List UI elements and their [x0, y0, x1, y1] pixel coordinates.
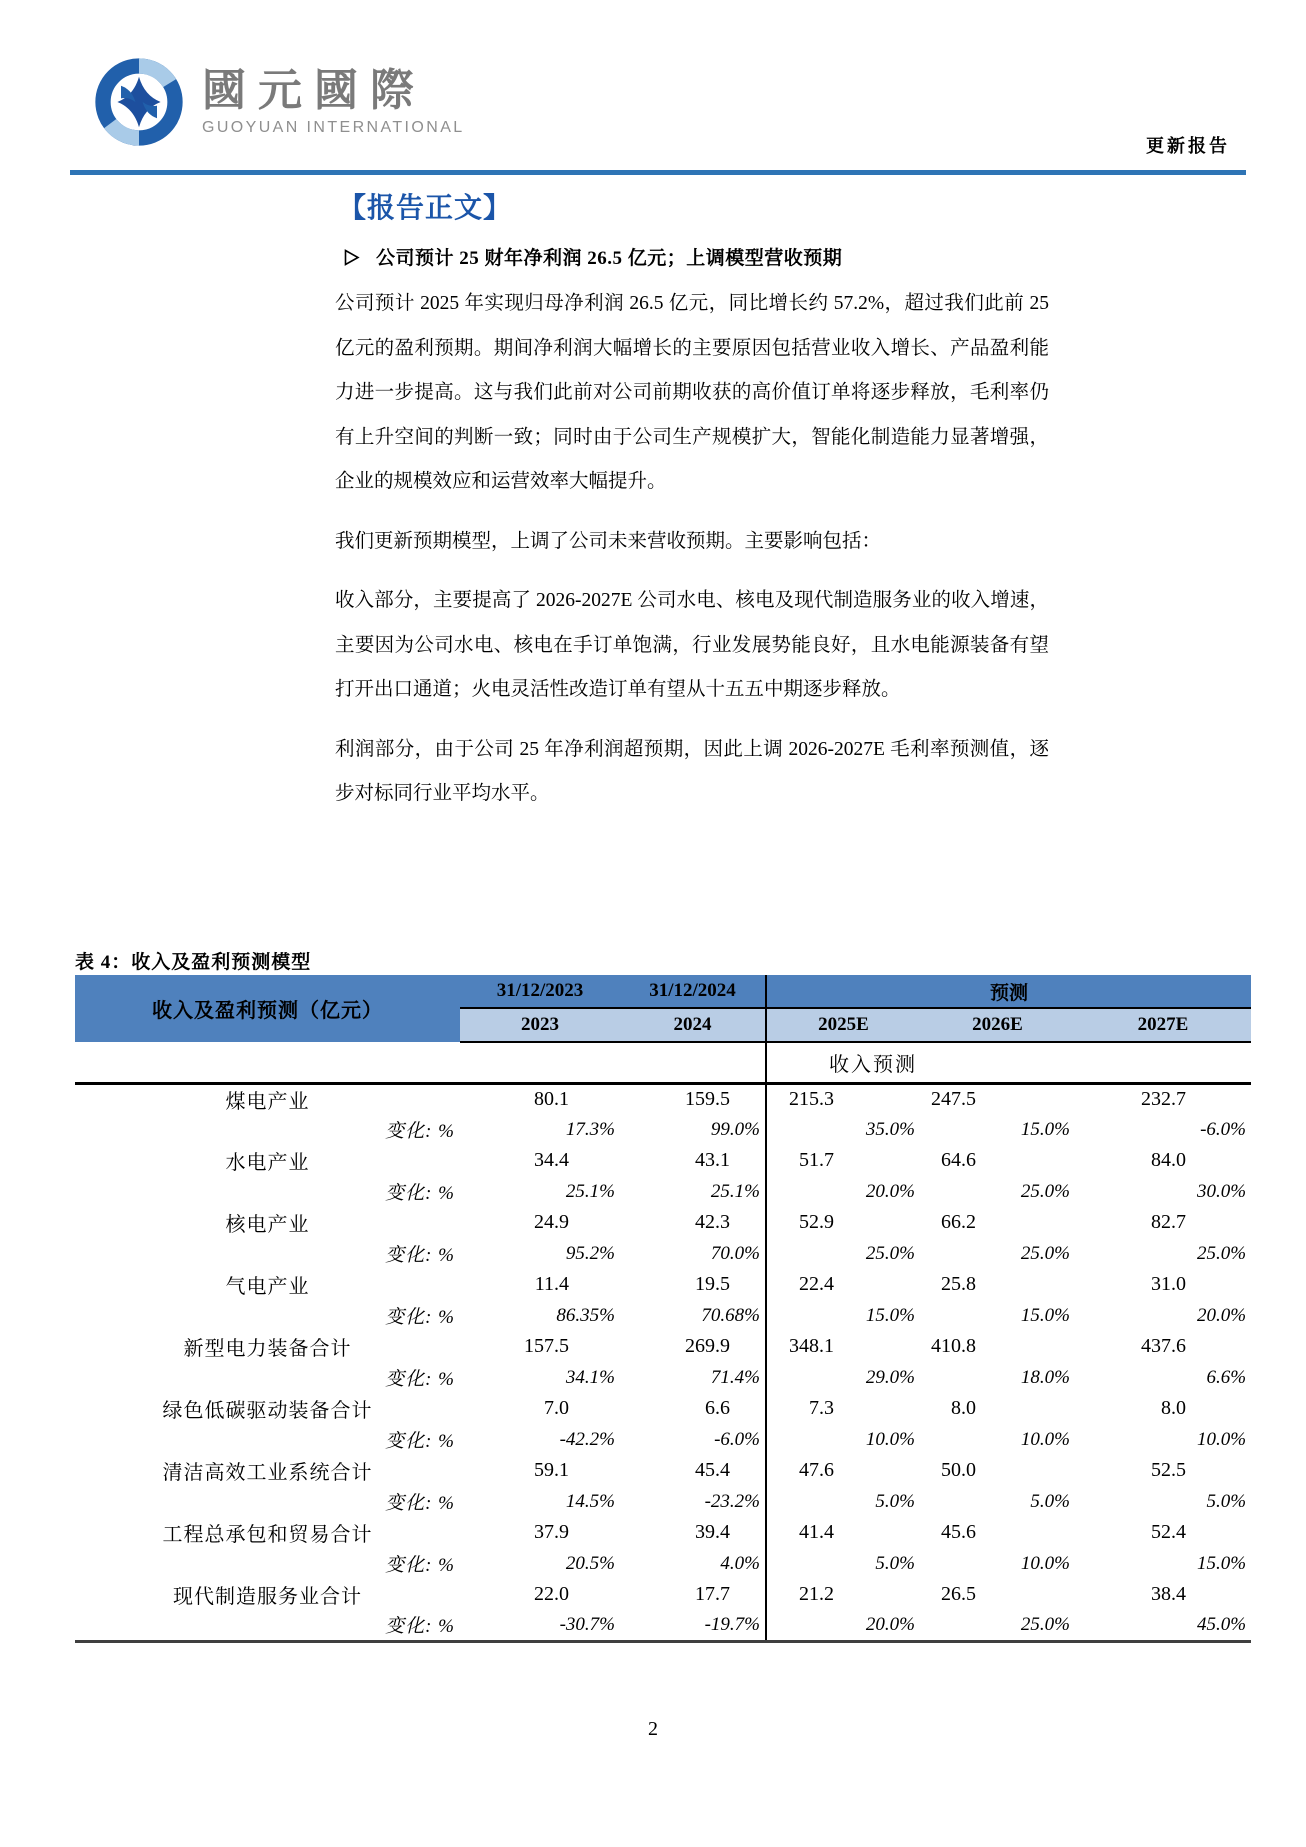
cell-value: 11.4	[534, 1273, 569, 1295]
cell-value: 15.0%	[1020, 1304, 1070, 1326]
section-title: 【报告正文】	[338, 193, 513, 224]
cell-value: 25.1%	[710, 1180, 760, 1202]
logo-english-name: GUOYUAN INTERNATIONAL	[202, 119, 465, 137]
cell-value: 215.3	[766, 1083, 920, 1114]
paragraph: 利润部分，由于公司 25 年净利润超预期，因此上调 2026-2027E 毛利率预测值，逐步对标同行业平均水平。	[335, 738, 1049, 804]
column-header: 2027E	[1075, 1008, 1251, 1042]
cell-value: 45.0%	[1196, 1613, 1247, 1635]
cell-value: 410.8	[931, 1335, 976, 1357]
cell-value: 6.6	[705, 1397, 730, 1419]
cell-value: 348.1	[766, 1331, 920, 1362]
cell-value: 35.0%	[766, 1114, 920, 1145]
table-row	[75, 1176, 1251, 1207]
row-label: 现代制造服务业合计	[173, 1586, 362, 1608]
cell-value: 52.5	[1151, 1459, 1187, 1481]
cell-value: 22.4	[766, 1269, 920, 1300]
row-label: 变化: %	[385, 1121, 455, 1142]
column-header: 2025E	[766, 1008, 920, 1042]
cell-value: 34.4	[534, 1149, 569, 1171]
cell-value: 17.3%	[565, 1118, 615, 1140]
cell-value: 7.3	[766, 1393, 920, 1424]
row-label: 煤电产业	[225, 1090, 310, 1113]
forecast-table	[75, 975, 1251, 1643]
table-corner-label: 收入及盈利预测（亿元）	[75, 975, 460, 1042]
cell-value: 25.1%	[565, 1180, 615, 1202]
cell-value: 8.0	[1161, 1397, 1187, 1419]
table-row	[75, 1331, 1251, 1362]
bullet-heading-text: 公司预计 25 财年净利润 26.5 亿元；上调模型营收预期	[376, 248, 843, 269]
paragraph: 收入部分，主要提高了 2026-2027E 公司水电、核电及现代制造服务业的收入增速，主要因为公司水电、核电在手订单饱满，行业发展势能良好，且水电能源装备有望打开出口通道；火电灵活性改造订单有望从十五五中期逐步释放。	[335, 590, 1049, 700]
row-label: 变化: %	[385, 1307, 455, 1328]
table-row	[75, 1145, 1251, 1176]
table-title: 表 4：收入及盈利预测模型	[75, 952, 312, 973]
table-row	[75, 1486, 1251, 1517]
row-label: 气电产业	[225, 1276, 310, 1298]
row-label: 工程总承包和贸易合计	[162, 1524, 373, 1546]
page-number: 2	[648, 1718, 658, 1740]
table-row	[75, 1114, 1251, 1145]
cell-value: 20.0%	[766, 1176, 920, 1207]
table-row	[75, 1269, 1251, 1300]
table-row	[75, 1238, 1251, 1269]
row-label: 清洁高效工业系统合计	[162, 1462, 373, 1484]
cell-value: 7.0	[544, 1397, 569, 1419]
cell-value: 84.0	[1151, 1149, 1187, 1171]
arrow-bullet-icon	[344, 249, 360, 266]
table-row	[75, 1517, 1251, 1548]
paragraph: 我们更新预期模型，上调了公司未来营收预期。主要影响包括：	[335, 530, 882, 552]
cell-value: 31.0	[1151, 1273, 1187, 1295]
cell-value: 10.0%	[1020, 1428, 1070, 1450]
cell-value: 25.0%	[1020, 1613, 1070, 1635]
cell-value: 19.5	[695, 1273, 730, 1295]
table-row	[75, 1424, 1251, 1455]
cell-value: 37.9	[534, 1521, 569, 1543]
cell-value: 24.9	[534, 1211, 569, 1233]
cell-value: 86.35%	[556, 1304, 615, 1326]
cell-value: -23.2%	[704, 1490, 760, 1512]
cell-value: 71.4%	[710, 1366, 760, 1388]
cell-value: 43.1	[695, 1149, 730, 1171]
cell-value: 5.0%	[766, 1548, 920, 1579]
cell-value: 25.8	[941, 1273, 976, 1295]
cell-value: 59.1	[534, 1459, 569, 1481]
cell-value: 157.5	[524, 1335, 569, 1357]
table-row	[75, 1362, 1251, 1393]
cell-value: 51.7	[766, 1145, 920, 1176]
cell-value: 10.0%	[766, 1424, 920, 1455]
cell-value: 52.4	[1151, 1521, 1187, 1543]
row-label: 绿色低碳驱动装备合计	[162, 1400, 373, 1422]
column-header: 31/12/2023	[460, 975, 620, 1008]
cell-value: 82.7	[1151, 1211, 1187, 1233]
header-divider	[70, 170, 1246, 175]
report-paragraphs	[335, 282, 1049, 832]
cell-value: 95.2%	[565, 1242, 615, 1264]
column-header: 2024	[620, 1008, 766, 1042]
cell-value: 10.0%	[1196, 1428, 1247, 1450]
column-header: 31/12/2024	[620, 975, 766, 1008]
table-header-row-1	[75, 975, 1251, 1008]
cell-value: 25.0%	[1020, 1242, 1070, 1264]
column-header: 2023	[460, 1008, 620, 1042]
cell-value: -30.7%	[559, 1613, 615, 1635]
cell-value: 26.5	[941, 1583, 976, 1605]
table-row	[75, 1610, 1251, 1641]
cell-value: -6.0%	[714, 1428, 760, 1450]
section-label: 收入预测	[766, 1042, 1251, 1083]
cell-value: 70.0%	[710, 1242, 760, 1264]
row-label: 变化: %	[385, 1493, 455, 1514]
cell-value: 66.2	[941, 1211, 976, 1233]
cell-value: 80.1	[534, 1087, 569, 1110]
cell-value: 6.6%	[1206, 1366, 1247, 1388]
logo-text	[202, 67, 465, 137]
cell-value: 18.0%	[1020, 1366, 1070, 1388]
cell-value: -6.0%	[1200, 1118, 1247, 1140]
row-label: 新型电力装备合计	[183, 1338, 352, 1360]
cell-value: 25.0%	[766, 1238, 920, 1269]
logo-icon	[94, 56, 184, 148]
row-label: 变化: %	[385, 1555, 455, 1576]
cell-value: 247.5	[931, 1087, 976, 1110]
cell-value: 70.68%	[701, 1304, 760, 1326]
cell-value: 50.0	[941, 1459, 976, 1481]
cell-value: 25.0%	[1020, 1180, 1070, 1202]
row-label: 核电产业	[225, 1214, 310, 1236]
row-label: 水电产业	[225, 1152, 310, 1174]
cell-value: 14.5%	[565, 1490, 615, 1512]
row-label: 变化: %	[385, 1369, 455, 1390]
cell-value: 5.0%	[1206, 1490, 1247, 1512]
cell-value: 30.0%	[1196, 1180, 1247, 1202]
cell-value: 8.0	[951, 1397, 976, 1419]
cell-value: 52.9	[766, 1207, 920, 1238]
cell-value: 22.0	[534, 1583, 569, 1605]
table-row	[75, 1455, 1251, 1486]
cell-value: 15.0%	[766, 1300, 920, 1331]
cell-value: 20.0%	[766, 1610, 920, 1641]
bullet-heading	[344, 243, 842, 270]
cell-value: 4.0%	[720, 1552, 760, 1574]
row-label: 变化: %	[385, 1616, 455, 1638]
cell-value: 232.7	[1141, 1087, 1187, 1110]
cell-value: 34.1%	[565, 1366, 615, 1388]
cell-value: -19.7%	[704, 1613, 760, 1635]
cell-value: 45.4	[695, 1459, 730, 1481]
section-spacer	[75, 1042, 766, 1083]
table-row	[75, 1207, 1251, 1238]
cell-value: 159.5	[685, 1087, 730, 1110]
cell-value: 64.6	[941, 1149, 976, 1171]
paragraph: 公司预计 2025 年实现归母净利润 26.5 亿元，同比增长约 57.2%，超过我们此前 25 亿元的盈利预期。期间净利润大幅增长的主要原因包括营业收入增长、产品盈利能力进一步提高。这与我们此前对公司前期收获的高价值订单将逐步释放，毛利率仍有上升空间的判断一致；同时由于公司生产规模扩大，智能化制造能力显著增强，企业的规模效应和运营效率大幅提升。	[335, 293, 1049, 492]
cell-value: 21.2	[766, 1579, 920, 1610]
table-row	[75, 1083, 1251, 1114]
table-row	[75, 1548, 1251, 1579]
cell-value: 437.6	[1141, 1335, 1187, 1357]
cell-value: 269.9	[685, 1335, 730, 1357]
cell-value: 20.0%	[1196, 1304, 1247, 1326]
table-section-row	[75, 1042, 1251, 1083]
cell-value: 20.5%	[565, 1552, 615, 1574]
row-label: 变化: %	[385, 1183, 455, 1204]
cell-value: 45.6	[941, 1521, 976, 1543]
cell-value: 5.0%	[1030, 1490, 1070, 1512]
cell-value: 17.7	[695, 1583, 730, 1605]
table-row	[75, 1579, 1251, 1610]
logo-chinese-name: 國元國際	[202, 65, 426, 115]
cell-value: 25.0%	[1196, 1242, 1247, 1264]
cell-value: 41.4	[766, 1517, 920, 1548]
row-label: 变化: %	[385, 1431, 455, 1452]
cell-value: 47.6	[766, 1455, 920, 1486]
cell-value: 42.3	[695, 1211, 730, 1233]
table-row	[75, 1393, 1251, 1424]
forecast-group-header: 预测	[766, 975, 1251, 1008]
cell-value: 15.0%	[1020, 1118, 1070, 1140]
cell-value: -42.2%	[559, 1428, 615, 1450]
cell-value: 38.4	[1151, 1583, 1187, 1605]
cell-value: 39.4	[695, 1521, 730, 1543]
cell-value: 15.0%	[1196, 1552, 1247, 1574]
cell-value: 5.0%	[766, 1486, 920, 1517]
company-logo	[94, 56, 465, 148]
report-type-label: 更新报告	[1146, 136, 1230, 156]
cell-value: 29.0%	[766, 1362, 920, 1393]
table-body	[75, 975, 1251, 1641]
column-header: 2026E	[920, 1008, 1075, 1042]
table-row	[75, 1300, 1251, 1331]
cell-value: 99.0%	[710, 1118, 760, 1140]
row-label: 变化: %	[385, 1245, 455, 1266]
cell-value: 10.0%	[1020, 1552, 1070, 1574]
